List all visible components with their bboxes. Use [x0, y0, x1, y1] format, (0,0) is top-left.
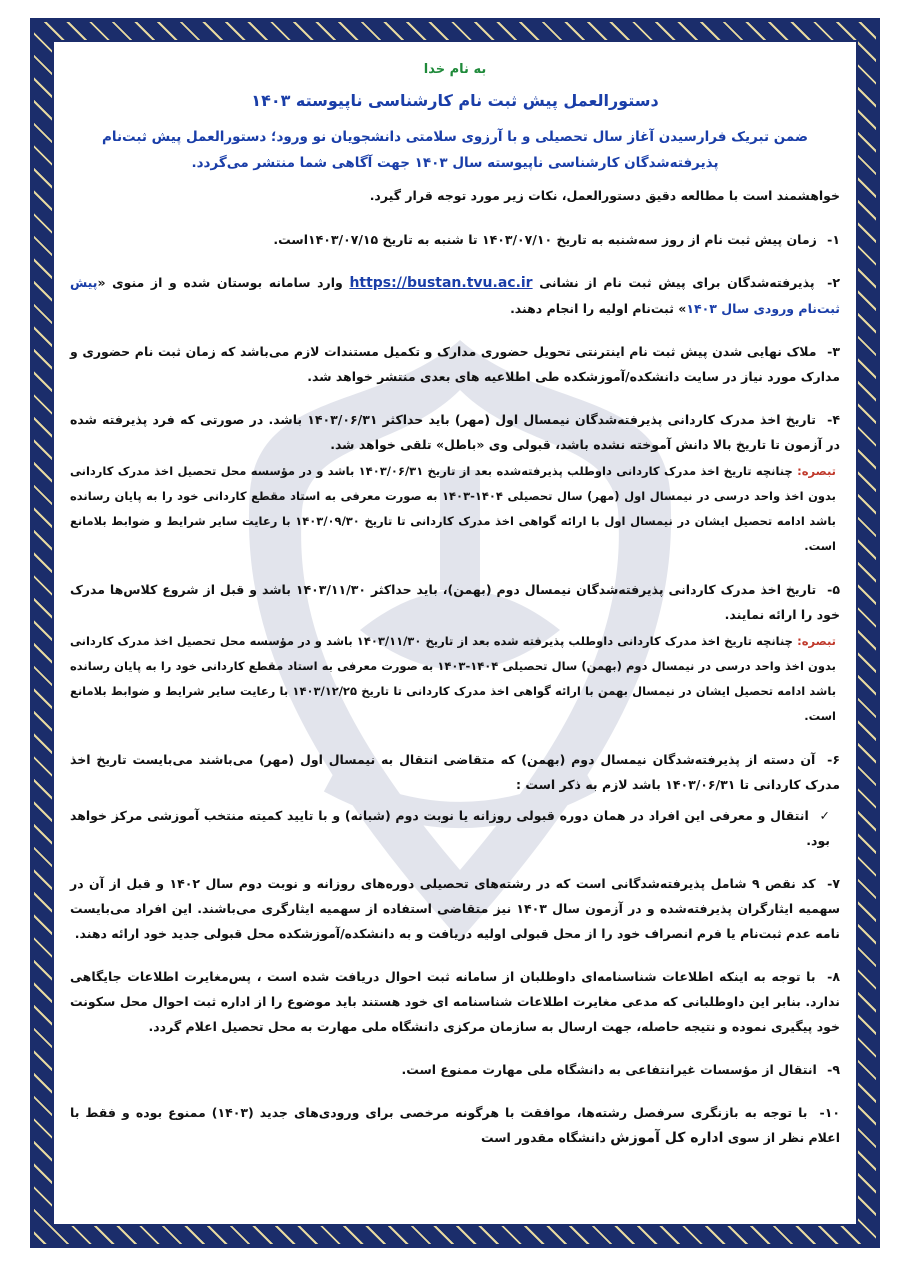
check-icon: ✓: [819, 808, 830, 823]
item-text: ملاک نهایی شدن پیش ثبت نام اینترنتی تحویل حضوری مدارک و تکمیل مستندات لازم می‌باشد که زمان ثبت نام حضوری و مدارک مورد نیاز در سایت دانشکده/آموزشکده طی اطلاعیه های بعدی منتشر خواهد شد.: [70, 344, 840, 384]
item-number: ۱-: [827, 232, 840, 247]
document-content: [70, 62, 840, 1169]
note-text: چنانچه تاریخ اخذ مدرک کاردانی داوطلب پذیرفته شده بعد از تاریخ ۱۴۰۳/۱۱/۳۰ باشد و در مؤسسه محل تحصیل اخذ مدرک کاردانی بدون اخذ واحد درسی در نیمسال دوم (بهمن) سال تحصیلی ۱۴۰۴-۱۴۰۳ به صورت معرفی به استاد مقطع کاردانی خود را به پایان رسانده باشد ادامه تحصیل ایشان در نیمسال بهمن با ارائه گواهی اخذ مدرک کاردانی تا تاریخ ۱۴۰۳/۱۲/۲۵ با رعایت سایر شرایط و ضوابط بلامانع است.: [70, 634, 837, 723]
item-number: ۷-: [827, 876, 841, 891]
item-text: با توجه به اینکه اطلاعات شناسنامه‌ای داوطلبان از سامانه ثبت احوال دریافت شده است ، پس‌مغایرت اطلاعات جایگاهی ندارد. بنابر این داوطلبانی که مدعی مغایرت اطلاعات شناسنامه ای خود هستند باید موضوع را از اداره ثبت احوال محل سکونت خود پیگیری نموده و نتیجه حاصله، جهت ارسال به سازمان مرکزی دانشگاه ملی مهارت به محل تحصیل اعلام گردد.: [70, 969, 840, 1034]
note-text: چنانچه تاریخ اخذ مدرک کاردانی داوطلب پذیرفته‌شده بعد از تاریخ ۱۴۰۳/۰۶/۳۱ باشد و در مؤسسه محل تحصیل اخذ مدرک کاردانی بدون اخذ واحد درسی در نیمسال اول (مهر) سال تحصیلی ۱۴۰۴-۱۴۰۳ به صورت معرفی به استاد مقطع کاردانی خود را به پایان رسانده باشد ادامه تحصیل ایشان در نیمسال اول با ارائه گواهی اخذ مدرک کاردانی تا تاریخ ۱۴۰۳/۰۹/۳۰ با رعایت سایر شرایط و ضوابط بلامانع است.: [70, 464, 836, 553]
list-item-10: [70, 1100, 840, 1151]
list-item-5: [70, 577, 840, 627]
list-item-8: [70, 964, 840, 1039]
item-text: آن دسته از پذیرفته‌شدگان نیمسال دوم (بهمن) که متقاضی انتقال به نیمسال اول (مهر) می‌باشند می‌بایست تاریخ اخذ مدرک کاردانی تا ۱۴۰۳/۰۶/۳۱ باشد لازم به ذکر است :: [70, 752, 840, 792]
document-title: دستورالعمل پیش ثبت نام کارشناسی ناپیوسته ۱۴۰۳: [251, 91, 659, 110]
list-item-7: [70, 871, 840, 946]
item-text: زمان پیش ثبت نام از روز سه‌شنبه به تاریخ ۱۴۰۳/۰۷/۱۰ تا شنبه به تاریخ ۱۴۰۳/۰۷/۱۵است.: [273, 232, 817, 247]
item-text: با توجه به بازنگری سرفصل رشته‌ها، موافقت با هرگونه مرخصی برای ورودی‌های جدید (۱۴۰۳) ممنوع بوده و فقط با اعلام نظر از سوی: [70, 1105, 840, 1145]
intro-paragraph: ضمن تبریک فرارسیدن آغاز سال تحصیلی و با آرزوی سلامتی دانشجویان نو ورود؛ دستورالعمل پیش ثبت‌نام پذیرفته‌شدگان کارشناسی ناپیوسته سال ۱۴۰۳ جهت آگاهی شما منتشر می‌گردد.: [102, 129, 808, 171]
item-text: تاریخ اخذ مدرک کاردانی پذیرفته‌شدگان نیمسال اول (مهر) باید حداکثر ۱۴۰۳/۰۶/۳۱ باشد. در صورتی که فرد پذیرفته شده در آزمون تا تاریخ بالا دانش آموخته نشده باشد، قبولی وی «باطل» تلقی خواهد شد.: [70, 412, 840, 452]
list-item-6: [70, 747, 840, 797]
note-item-4: [70, 459, 836, 559]
item-number: ۳-: [827, 344, 840, 359]
item-text: » ثبت‌نام اولیه را انجام دهند.: [510, 301, 687, 316]
menu-name: پیش ثبت‌نام ورودی سال ۱۴۰۳: [70, 275, 840, 316]
item-text: تاریخ اخذ مدرک کاردانی پذیرفته‌شدگان نیمسال دوم (بهمن)، باید حداکثر ۱۴۰۳/۱۱/۳۰ باشد و قبل از شروع کلاس‌ها مدرک خود را ارائه نمایند.: [70, 582, 840, 622]
check-bullet: [70, 803, 840, 853]
bustan-link[interactable]: https://bustan.tvu.ac.ir: [349, 275, 533, 291]
list-item-9: [70, 1057, 840, 1082]
list-item-1: [70, 227, 840, 252]
item-number: ۴-: [827, 412, 841, 427]
item-text: دانشگاه مقدور است: [481, 1130, 606, 1145]
note-label: تبصره:: [797, 634, 836, 648]
bismillah-heading: به نام خدا: [423, 62, 487, 77]
list-item-4: [70, 407, 840, 457]
item-text: کد نقص ۹ شامل پذیرفته‌شدگانی است که در رشته‌های تحصیلی دوره‌های روزانه و نوبت دوم سال ۱۴۰۲ و قبل از آن در سهمیه ایثارگران پذیرفته‌شده و در آزمون سال ۱۴۰۳ نیز متقاضی استفاده از سهمیه ایثارگری می‌باشند. این افراد می‌بایست نامه عدم ثبت‌نام یا فرم انصراف خود را از محل قبولی اولیه دریافت و به دانشکده/آموزشکده محل قبولی جدید خود ارائه دهند.: [70, 876, 840, 941]
check-text: انتقال و معرفی این افراد در همان دوره قبولی روزانه یا نوبت دوم (شبانه) و با تایید کمیته منتخب آموزشی مرکز خواهد بود.: [70, 808, 830, 848]
item-number: ۵-: [827, 582, 840, 597]
item-text: وارد سامانه بوستان شده و از منوی «: [97, 275, 343, 290]
note-item-5: [70, 629, 836, 729]
item-text: پذیرفته‌شدگان برای پیش ثبت نام از نشانی: [539, 275, 815, 290]
item-number: ۸-: [827, 969, 840, 984]
list-item-3: [70, 339, 840, 389]
list-item-2: [70, 270, 840, 321]
item-text: انتقال از مؤسسات غیرانتفاعی به دانشگاه ملی مهارت ممنوع است.: [401, 1062, 817, 1077]
item-number: ۲-: [827, 275, 840, 290]
note-label: تبصره:: [797, 464, 836, 478]
lead-sentence: خواهشمند است با مطالعه دقیق دستورالعمل، نکات زیر مورد توجه قرار گیرد.: [369, 188, 840, 203]
item-number: ۹-: [827, 1062, 840, 1077]
item-number: ۱۰-: [819, 1105, 840, 1120]
item-number: ۶-: [827, 752, 840, 767]
office-name: اداره کل آموزش: [610, 1130, 724, 1146]
